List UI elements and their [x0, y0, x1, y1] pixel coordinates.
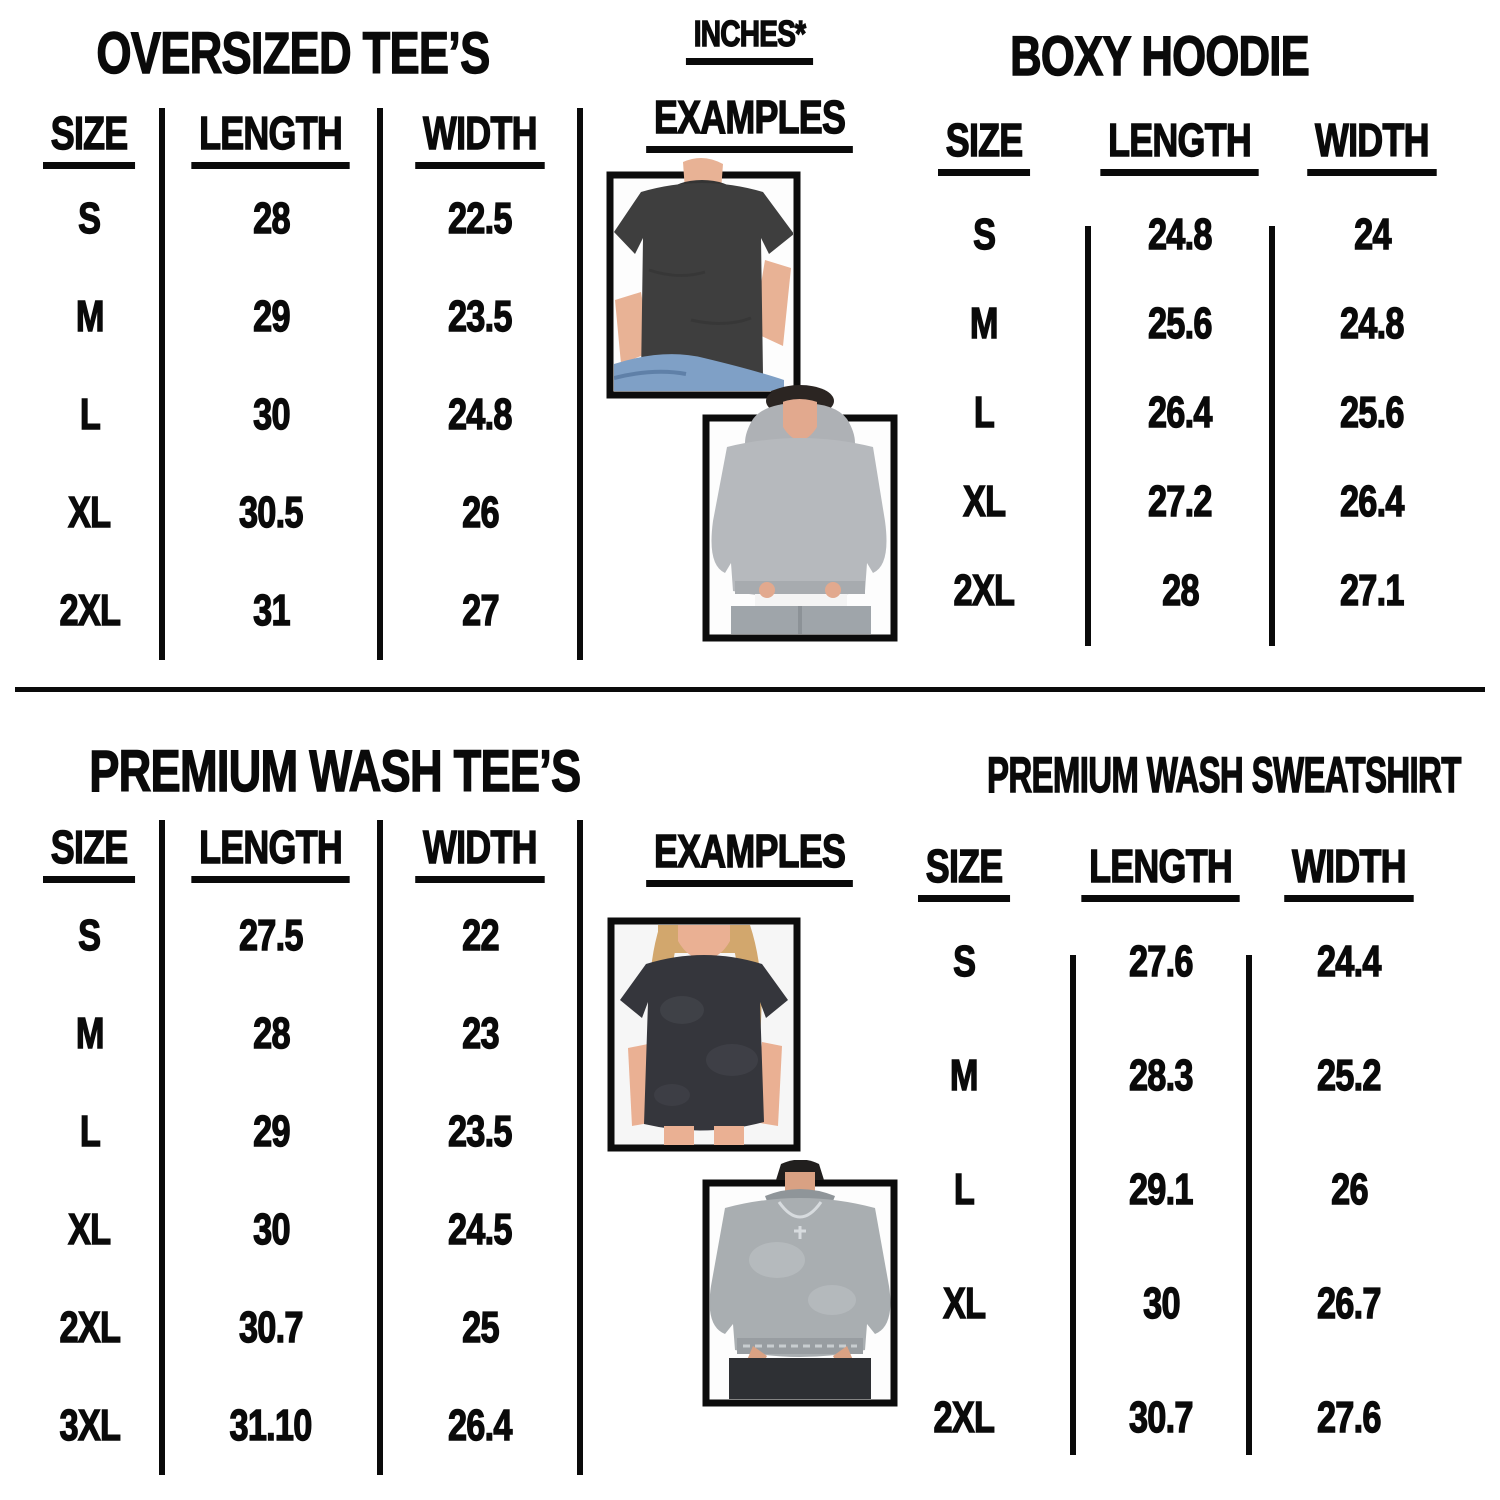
- size-value: M: [75, 1009, 104, 1058]
- premium-wash-tees-table: [20, 820, 583, 1475]
- cell: [880, 190, 1088, 279]
- cell: [1088, 279, 1272, 368]
- cell: [880, 368, 1088, 457]
- size-value: S: [78, 194, 101, 243]
- cell: [1249, 1019, 1449, 1133]
- cell: [165, 170, 383, 268]
- length-value: 30.5: [239, 488, 303, 537]
- width-value: 23.5: [448, 292, 512, 341]
- cell: [383, 366, 583, 464]
- cell: [1272, 113, 1472, 190]
- length-value: 24.8: [1148, 209, 1212, 259]
- cell: [383, 268, 583, 366]
- cell: [1272, 368, 1472, 457]
- col-header-length: LENGTH: [192, 824, 350, 883]
- size-value: 2XL: [933, 1393, 995, 1442]
- cell: [20, 108, 165, 170]
- cell: [1249, 905, 1449, 1019]
- col-header-size: SIZE: [43, 110, 135, 169]
- width-value: 23.5: [448, 1107, 512, 1156]
- size-value: 2XL: [953, 565, 1015, 615]
- col-header-length: LENGTH: [1082, 843, 1240, 902]
- width-value: 26.4: [448, 1401, 512, 1450]
- length-value: 28.3: [1129, 1051, 1193, 1100]
- cell: [1249, 1133, 1449, 1247]
- cell: [383, 820, 583, 887]
- premium-wash-tee-photo: [602, 900, 807, 1162]
- examples-label-top: [600, 91, 900, 153]
- size-value: L: [79, 390, 100, 439]
- cell: [1249, 1361, 1449, 1475]
- length-value: 27.5: [239, 911, 303, 960]
- premium-wash-sweatshirt-table: [855, 840, 1449, 1475]
- cell: [165, 1181, 383, 1279]
- length-value: 30: [252, 390, 290, 439]
- length-value: 30.7: [239, 1303, 303, 1352]
- boxy-hoodie-photo: [697, 385, 904, 651]
- oversized-tees-title: [20, 21, 565, 86]
- premium-wash-tees-title-text: PREMIUM WASH TEE’S: [89, 739, 581, 804]
- size-value: XL: [68, 488, 111, 537]
- cell: [20, 170, 165, 268]
- cell: [20, 985, 165, 1083]
- width-value: 26: [1330, 1165, 1368, 1214]
- width-value: 22: [461, 911, 499, 960]
- premium-wash-sweatshirt-title-text: PREMIUM WASH SWEATSHIRT: [987, 747, 1461, 803]
- width-value: 22.5: [448, 194, 512, 243]
- cell: [855, 1019, 1073, 1133]
- examples-label-bottom-text: EXAMPLES: [647, 828, 854, 887]
- length-value: 27.2: [1148, 476, 1212, 526]
- column-divider: [1269, 226, 1275, 646]
- cell: [1088, 457, 1272, 546]
- col-header-size: SIZE: [938, 117, 1030, 176]
- width-value: 26.4: [1340, 476, 1404, 526]
- cell: [1088, 368, 1272, 457]
- width-value: 24: [1353, 209, 1391, 259]
- cell: [855, 1133, 1073, 1247]
- cell: [1088, 546, 1272, 635]
- cell: [383, 464, 583, 562]
- col-header-size: SIZE: [918, 843, 1010, 902]
- oversized-tees-table: [20, 108, 583, 660]
- cell: [1073, 840, 1249, 905]
- width-value: 24.8: [448, 390, 512, 439]
- cell: [1272, 190, 1472, 279]
- col-header-width: WIDTH: [415, 110, 544, 169]
- width-value: 24.5: [448, 1205, 512, 1254]
- cell: [855, 905, 1073, 1019]
- length-value: 29: [252, 1107, 290, 1156]
- cell: [20, 366, 165, 464]
- width-value: 25.2: [1317, 1051, 1381, 1100]
- cell: [1272, 279, 1472, 368]
- cell: [20, 820, 165, 887]
- cell: [165, 1083, 383, 1181]
- cell: [383, 1083, 583, 1181]
- width-value: 23: [461, 1009, 499, 1058]
- cell: [855, 1247, 1073, 1361]
- cell: [383, 562, 583, 660]
- cell: [1073, 905, 1249, 1019]
- col-header-size: SIZE: [43, 824, 135, 883]
- cell: [1088, 113, 1272, 190]
- size-value: XL: [68, 1205, 111, 1254]
- cell: [855, 840, 1073, 905]
- cell: [20, 1377, 165, 1475]
- length-value: 30: [1142, 1279, 1180, 1328]
- col-header-width: WIDTH: [1284, 843, 1413, 902]
- length-value: 31: [252, 586, 290, 635]
- cell: [165, 1377, 383, 1475]
- cell: [1249, 1247, 1449, 1361]
- cell: [383, 108, 583, 170]
- size-value: XL: [942, 1279, 986, 1328]
- col-header-length: LENGTH: [1101, 117, 1259, 176]
- size-value: L: [973, 387, 995, 437]
- cell: [1272, 457, 1472, 546]
- cell: [165, 562, 383, 660]
- length-value: 31.10: [229, 1401, 312, 1450]
- cell: [165, 268, 383, 366]
- cell: [855, 1361, 1073, 1475]
- col-header-length: LENGTH: [192, 110, 350, 169]
- cell: [165, 985, 383, 1083]
- cell: [165, 887, 383, 985]
- cell: [383, 1377, 583, 1475]
- cell: [20, 1279, 165, 1377]
- cell: [1073, 1133, 1249, 1247]
- cell: [383, 170, 583, 268]
- cell: [165, 1279, 383, 1377]
- cell: [1073, 1247, 1249, 1361]
- cell: [1272, 546, 1472, 635]
- units-note: [600, 13, 900, 65]
- cell: [880, 546, 1088, 635]
- length-value: 29: [252, 292, 290, 341]
- oversized-tees-title-text: OVERSIZED TEE’S: [95, 21, 490, 86]
- width-value: 26.7: [1317, 1279, 1381, 1328]
- units-note-text: INCHES*: [686, 16, 813, 65]
- cell: [383, 985, 583, 1083]
- col-header-width: WIDTH: [1307, 117, 1436, 176]
- length-value: 26.4: [1148, 387, 1212, 437]
- width-value: 24.8: [1340, 298, 1404, 348]
- cell: [20, 1083, 165, 1181]
- column-divider: [1070, 955, 1076, 1455]
- length-value: 28: [1161, 565, 1199, 615]
- size-value: S: [952, 937, 976, 986]
- column-divider: [1246, 955, 1252, 1455]
- boxy-hoodie-table: [880, 113, 1472, 635]
- size-value: S: [972, 209, 996, 259]
- size-value: 2XL: [59, 586, 120, 635]
- cell: [165, 820, 383, 887]
- size-value: M: [75, 292, 104, 341]
- width-value: 27: [461, 586, 499, 635]
- cell: [20, 268, 165, 366]
- boxy-hoodie-title: [880, 24, 1440, 87]
- cell: [20, 1181, 165, 1279]
- section-divider: [15, 687, 1485, 692]
- premium-wash-sweatshirt-title: [865, 747, 1461, 803]
- boxy-hoodie-title-text: BOXY HOODIE: [1010, 24, 1310, 87]
- examples-label-top-text: EXAMPLES: [647, 94, 854, 153]
- size-value: S: [78, 911, 101, 960]
- width-value: 24.4: [1317, 937, 1381, 986]
- cell: [165, 108, 383, 170]
- cell: [165, 464, 383, 562]
- width-value: 25: [461, 1303, 499, 1352]
- length-value: 30.7: [1129, 1393, 1193, 1442]
- col-header-width: WIDTH: [415, 824, 544, 883]
- width-value: 27.1: [1340, 565, 1404, 615]
- cell: [165, 366, 383, 464]
- cell: [1073, 1019, 1249, 1133]
- size-value: M: [950, 1051, 978, 1100]
- cell: [880, 279, 1088, 368]
- size-value: 2XL: [59, 1303, 120, 1352]
- length-value: 27.6: [1129, 937, 1193, 986]
- cell: [383, 1279, 583, 1377]
- cell: [880, 113, 1088, 190]
- length-value: 28: [252, 1009, 290, 1058]
- length-value: 30: [252, 1205, 290, 1254]
- size-value: M: [970, 298, 998, 348]
- cell: [20, 887, 165, 985]
- cell: [880, 457, 1088, 546]
- cell: [383, 887, 583, 985]
- cell: [1073, 1361, 1249, 1475]
- size-value: 3XL: [59, 1401, 120, 1450]
- length-value: 28: [252, 194, 290, 243]
- size-value: XL: [962, 476, 1006, 526]
- oversized-tee-photo: [601, 150, 803, 402]
- cell: [1088, 190, 1272, 279]
- size-value: L: [79, 1107, 100, 1156]
- column-divider: [1085, 226, 1091, 646]
- cell: [20, 562, 165, 660]
- size-value: L: [953, 1165, 975, 1214]
- width-value: 27.6: [1317, 1393, 1381, 1442]
- width-value: 26: [461, 488, 499, 537]
- length-value: 25.6: [1148, 298, 1212, 348]
- cell: [1249, 840, 1449, 905]
- cell: [383, 1181, 583, 1279]
- length-value: 29.1: [1129, 1165, 1193, 1214]
- premium-wash-tees-title: [20, 739, 581, 804]
- width-value: 25.6: [1340, 387, 1404, 437]
- cell: [20, 464, 165, 562]
